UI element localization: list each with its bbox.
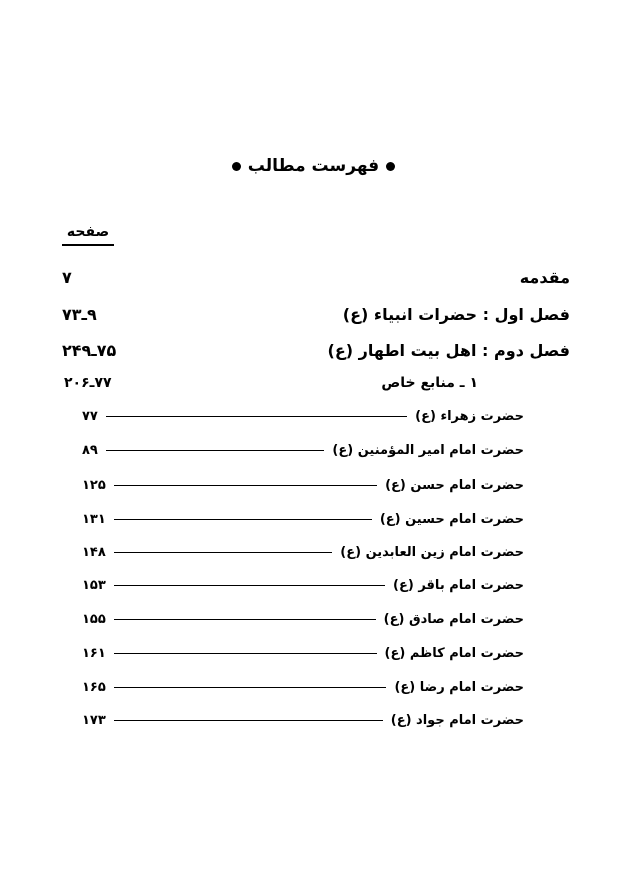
toc-entry-page: ۱۲۵ — [82, 477, 106, 493]
page-title — [0, 154, 627, 178]
toc-entry-label: حضرت امام امیر المؤمنین (ع) — [332, 442, 524, 458]
toc-entry-label: حضرت امام حسن (ع) — [385, 477, 524, 493]
toc-subsection-pages: ۷۷ـ۲۰۶ — [64, 375, 112, 391]
toc-section-pages: ۹ـ۷۳ — [62, 304, 97, 324]
toc-entry-page: ۱۶۱ — [82, 645, 106, 661]
toc-entry-page: ۱۷۳ — [82, 712, 106, 728]
toc-section-label: فصل اول : حضرات انبیاء (ع) — [342, 304, 570, 324]
dotted-leader — [106, 416, 407, 417]
toc-entry[interactable] — [82, 541, 524, 563]
dotted-leader — [114, 519, 372, 520]
toc-entry-page: ۱۳۱ — [82, 511, 106, 527]
page-column-header: صفحه — [62, 222, 114, 246]
toc-entry[interactable] — [82, 474, 524, 496]
toc-section-pages: ۷۵ـ۲۴۹ — [62, 340, 117, 360]
toc-entry-page: ۱۴۸ — [82, 544, 106, 560]
toc-subsection[interactable] — [64, 372, 478, 394]
toc-entry[interactable] — [82, 608, 524, 630]
toc-entry[interactable] — [82, 439, 524, 461]
toc-entry-label: حضرت امام رضا (ع) — [394, 679, 524, 695]
toc-entry-label: حضرت امام جواد (ع) — [390, 712, 524, 728]
toc-entry[interactable] — [82, 574, 524, 596]
toc-entry-label: حضرت امام صادق (ع) — [383, 611, 524, 627]
dotted-leader — [114, 687, 387, 688]
dotted-leader — [106, 450, 325, 451]
dotted-leader — [114, 653, 377, 654]
toc-entry-page: ۱۵۳ — [82, 577, 106, 593]
toc-subsection-label: ۱ ـ منابع خاص — [381, 375, 478, 391]
dotted-leader — [114, 552, 332, 553]
toc-section[interactable] — [62, 301, 570, 327]
toc-entry[interactable] — [82, 676, 524, 698]
toc-entry-page: ۱۵۵ — [82, 611, 106, 627]
toc-entry-page: ۱۶۵ — [82, 679, 106, 695]
toc-entry-label: حضرت امام کاظم (ع) — [384, 645, 524, 661]
toc-entry-label: حضرت امام زین العابدین (ع) — [340, 544, 524, 560]
toc-entry[interactable] — [82, 642, 524, 664]
title-text: فهرست مطالب — [247, 156, 380, 176]
toc-section-label: مقدمه — [519, 267, 570, 287]
toc-entry[interactable] — [82, 508, 524, 530]
dotted-leader — [114, 619, 376, 620]
toc-entry[interactable] — [82, 405, 524, 427]
bullet-icon — [386, 162, 395, 171]
toc-entry[interactable] — [82, 709, 524, 731]
toc-section-label: فصل دوم : اهل بیت اطهار (ع) — [327, 340, 570, 360]
toc-entry-page: ۸۹ — [82, 442, 98, 458]
bullet-icon — [232, 162, 241, 171]
toc-entry-label: حضرت امام حسین (ع) — [379, 511, 524, 527]
toc-section-pages: ۷ — [62, 267, 72, 287]
toc-entry-label: حضرت زهراء (ع) — [415, 408, 524, 424]
toc-section[interactable] — [62, 264, 570, 290]
dotted-leader — [114, 585, 385, 586]
dotted-leader — [114, 485, 377, 486]
toc-entry-page: ۷۷ — [82, 408, 98, 424]
toc-section[interactable] — [62, 337, 570, 363]
dotted-leader — [114, 720, 383, 721]
toc-entry-label: حضرت امام باقر (ع) — [393, 577, 524, 593]
